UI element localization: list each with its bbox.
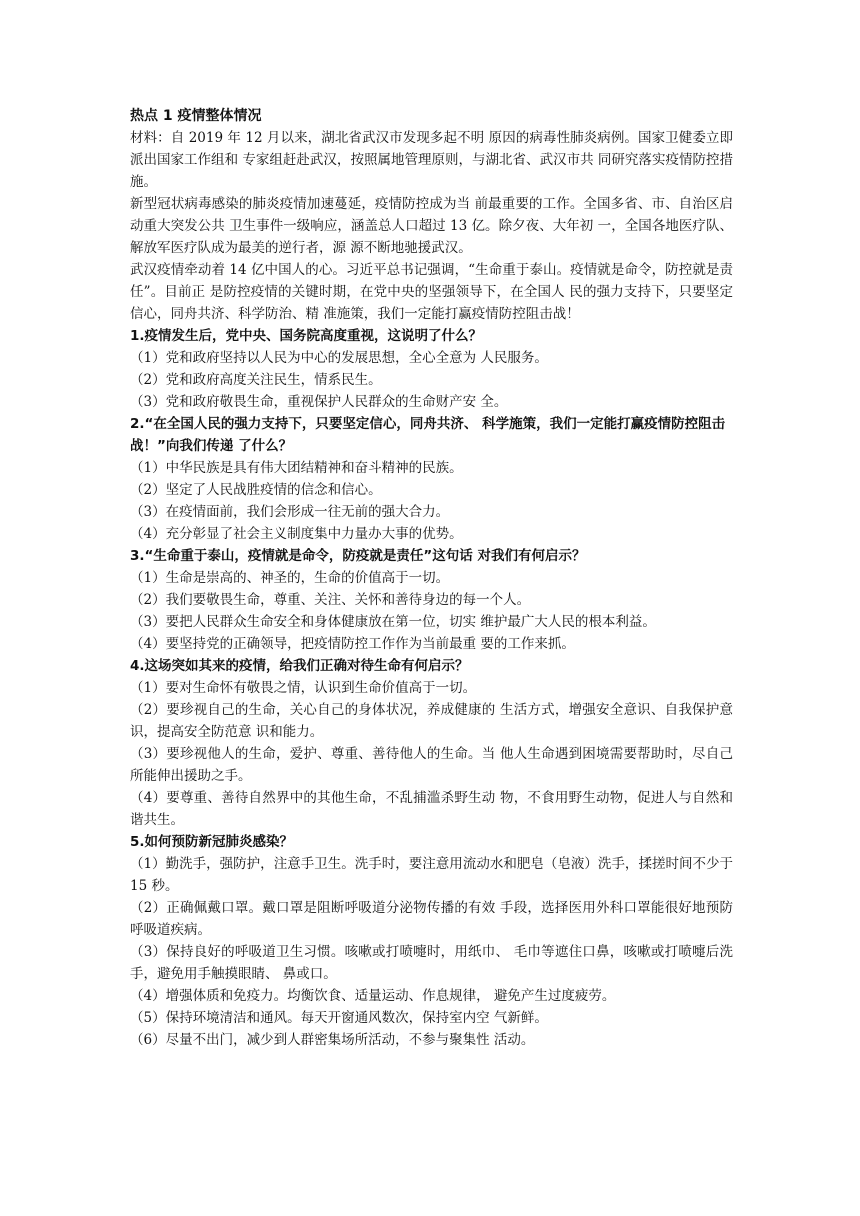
answer-item: （2）党和政府高度关注民生，情系民生。	[130, 372, 382, 388]
question-heading: 3.“生命重于泰山，疫情就是命令，防疫就是责任”这句话 对我们有何启示？	[130, 548, 586, 564]
question-block-4	[130, 655, 733, 831]
question-heading: 2.“在全国人民的强力支持下，只要坚定信心，同舟共济、 科学施策，我们一定能打赢疫情防控阻击战！”向我们传递 了什么？	[130, 416, 726, 454]
answer-item: （3）在疫情面前，我们会形成一往无前的强大合力。	[130, 504, 450, 520]
material-paragraph: 材料：自 2019 年 12 月以来，湖北省武汉市发现多起不明 原因的病毒性肺炎病例。国家卫健委立即派出国家工作组和 专家组赶赴武汉，按照属地管理原则，与湖北省、武汉市共 同研究落实疫情防控措施。	[130, 130, 733, 190]
question-block-3	[130, 545, 733, 655]
question-block-5	[130, 831, 733, 1051]
material-paragraph: 武汉疫情牵动着 14 亿中国人的心。习近平总书记强调，“生命重于泰山。疫情就是命令，防控就是责任”。目前正 是防控疫情的关键时期，在党中央的坚强领导下，在全国人 民的强力支持下，只要坚定信心，同舟共济、科学防治、精 准施策，我们一定能打赢疫情防控阻击战！	[130, 262, 733, 322]
answer-item: （2）我们要敬畏生命，尊重、关注、关怀和善待身边的每一个人。	[130, 592, 531, 608]
answer-item: （1）生命是崇高的、神圣的，生命的价值高于一切。	[130, 570, 450, 586]
answer-item: （6）尽量不出门，减少到人群密集场所活动，不参与聚集性 活动。	[130, 1032, 535, 1048]
answer-item: （5）保持环境清洁和通风。每天开窗通风数次，保持室内空 气新鲜。	[130, 1010, 548, 1026]
answer-item: （3）党和政府敬畏生命，重视保护人民群众的生命财产安 全。	[130, 394, 508, 410]
answer-item: （2）正确佩戴口罩。戴口罩是阻断呼吸道分泌物传播的有效 手段，选择医用外科口罩能很好地预防呼吸道疾病。	[130, 900, 733, 938]
answer-item: （3）要珍视他人的生命，爱护、尊重、善待他人的生命。当 他人生命遇到困境需要帮助时，尽自己所能伸出援助之手。	[130, 746, 733, 784]
question-block-2	[130, 413, 733, 545]
answer-item: （4）要坚持党的正确领导，把疫情防控工作作为当前最重 要的工作来抓。	[130, 636, 575, 652]
answer-item: （1）勤洗手，强防护，注意手卫生。洗手时，要注意用流动水和肥皂（皂液）洗手，揉搓时间不少于 15 秒。	[130, 856, 733, 894]
question-block-1	[130, 325, 733, 413]
answer-item: （4）要尊重、善待自然界中的其他生命，不乱捕滥杀野生动 物，不食用野生动物，促进人与自然和谐共生。	[130, 790, 733, 828]
answer-item: （1）中华民族是具有伟大团结精神和奋斗精神的民族。	[130, 460, 463, 476]
question-heading: 1.疫情发生后，党中央、国务院高度重视，这说明了什么？	[130, 328, 483, 344]
question-heading: 4.这场突如其来的疫情，给我们正确对待生命有何启示？	[130, 658, 469, 674]
answer-item: （1）党和政府坚持以人民为中心的发展思想，全心全意为 人民服务。	[130, 350, 548, 366]
answer-item: （2）坚定了人民战胜疫情的信念和信心。	[130, 482, 382, 498]
answer-item: （3）要把人民群众生命安全和身体健康放在第一位，切实 维护最广大人民的根本利益。	[130, 614, 656, 630]
answer-item: （1）要对生命怀有敬畏之情，认识到生命价值高于一切。	[130, 680, 477, 696]
answer-item: （3）保持良好的呼吸道卫生习惯。咳嗽或打喷嚏时，用纸巾、 毛巾等遮住口鼻，咳嗽或打喷嚏后洗手，避免用手触摸眼睛、 鼻或口。	[130, 944, 733, 982]
question-heading: 5.如何预防新冠肺炎感染？	[130, 834, 294, 850]
material-section	[130, 127, 733, 325]
document-page	[130, 105, 733, 1051]
answer-item: （2）要珍视自己的生命，关心自己的身体状况，养成健康的 生活方式，增强安全意识、自我保护意识，提高安全防范意 识和能力。	[130, 702, 733, 740]
answer-item: （4）增强体质和免疫力。均衡饮食、适量运动、作息规律， 避免产生过度疲劳。	[130, 988, 616, 1004]
answer-item: （4）充分彰显了社会主义制度集中力量办大事的优势。	[130, 526, 463, 542]
hotspot-title: 热点 1 疫情整体情况	[130, 108, 262, 124]
material-paragraph: 新型冠状病毒感染的肺炎疫情加速蔓延，疫情防控成为当 前最重要的工作。全国多省、市、自治区启动重大突发公共 卫生事件一级响应，涵盖总人口超过 13 亿。除夕夜、大年初 一，全国各地医疗队、解放军医疗队成为最美的逆行者，源 源不断地驰援武汉。	[130, 196, 733, 256]
